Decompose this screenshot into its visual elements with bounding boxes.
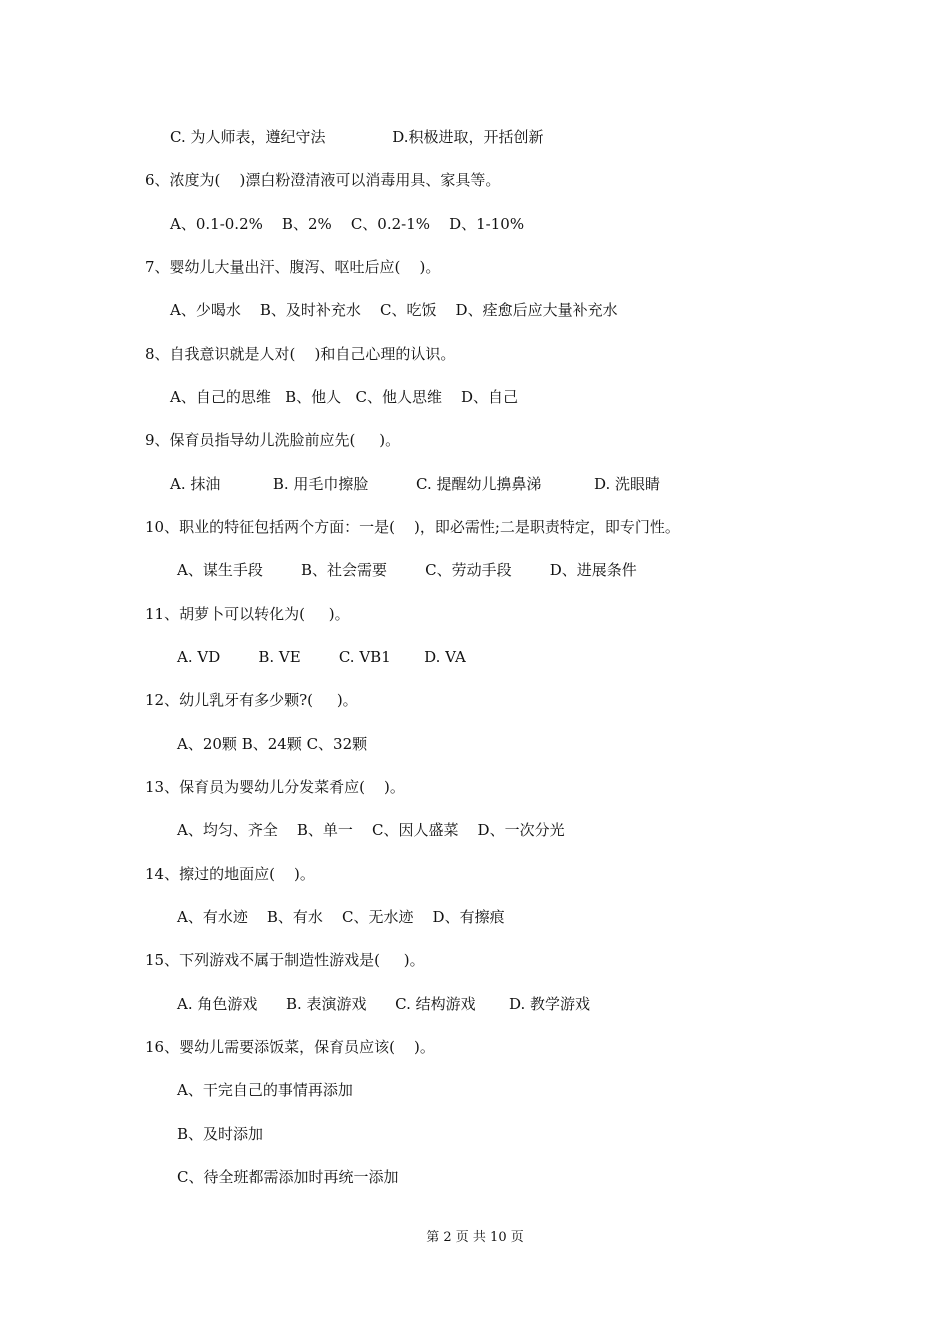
q13-options: A、均匀、齐全 B、单一 C、因人盛菜 D、一次分光 [177, 821, 565, 839]
q10-options: A、谋生手段 B、社会需要 C、劳动手段 D、进展条件 [177, 561, 637, 579]
question-12: 12、幼儿乳牙有多少颗?( )。 [145, 691, 358, 709]
q11-options: A. VD B. VE C. VB1 D. VA [177, 648, 466, 666]
q14-options: A、有水迹 B、有水 C、无水迹 D、有擦痕 [177, 908, 505, 926]
q12-options: A、20颗 B、24颗 C、32颗 [177, 735, 368, 753]
question-14: 14、擦过的地面应( )。 [145, 865, 315, 883]
question-6: 6、浓度为( )漂白粉澄清液可以消毒用具、家具等。 [145, 171, 501, 189]
q16-option-b: B、及时添加 [177, 1125, 264, 1143]
question-8: 8、自我意识就是人对( )和自己心理的认识。 [145, 345, 456, 363]
q15-options: A. 角色游戏 B. 表演游戏 C. 结构游戏 D. 教学游戏 [177, 995, 591, 1013]
page-footer: 第 2 页 共 10 页 [426, 1230, 524, 1245]
question-11: 11、胡萝卜可以转化为( )。 [145, 605, 350, 623]
question-16: 16、婴幼儿需要添饭菜，保育员应该( )。 [145, 1038, 435, 1056]
question-7: 7、婴幼儿大量出汗、腹泻、呕吐后应( )。 [145, 258, 441, 276]
question-13: 13、保育员为婴幼儿分发菜肴应( )。 [145, 778, 405, 796]
question-15: 15、下列游戏不属于制造性游戏是( )。 [145, 951, 425, 969]
q5-options-cd: C. 为人师表，遵纪守法 D.积极进取，开括创新 [170, 128, 544, 146]
question-10: 10、职业的特征包括两个方面：一是( )，即必需性;二是职责特定，即专门性。 [145, 518, 680, 536]
question-9: 9、保育员指导幼儿洗脸前应先( )。 [145, 431, 401, 449]
q16-option-c: C、待全班都需添加时再统一添加 [177, 1168, 399, 1186]
q16-option-a: A、干完自己的事情再添加 [177, 1081, 353, 1099]
q9-options: A. 抹油 B. 用毛巾擦脸 C. 提醒幼儿擤鼻涕 D. 洗眼睛 [170, 475, 661, 493]
q8-options: A、自己的思维 B、他人 C、他人思维 D、自己 [170, 388, 519, 406]
q7-options: A、少喝水 B、及时补充水 C、吃饭 D、痊愈后应大量补充水 [170, 301, 618, 319]
q6-options: A、0.1-0.2% B、2% C、0.2-1% D、1-10% [170, 215, 525, 233]
